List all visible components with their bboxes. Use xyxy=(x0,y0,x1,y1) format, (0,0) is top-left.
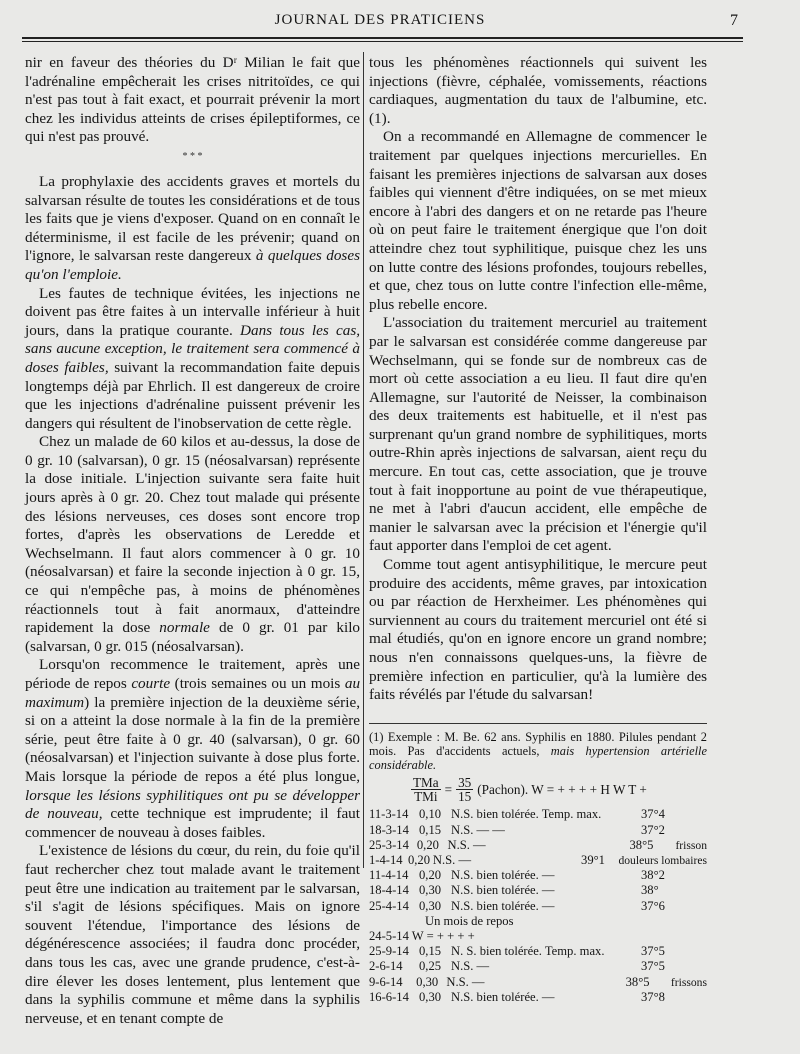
cell-temp: 37°6 xyxy=(641,898,665,913)
cell-dose: 0,10 xyxy=(419,807,442,822)
cell-date: 18-3-14 xyxy=(369,822,409,837)
paragraph: Les fautes de technique évitées, les injections ne doivent pas être faites à un intervalle inférieur à huit jours, dans la pratique courante. Dans tous les cas, sans aucune exception, le traitement sera commencé à doses faibles, suivant la recommandation faite depuis longtemps déjà par Ehrlich. Il est dangereux de croire que les injections d'adrénaline puissent prévenir les dangers qui résultent de l'inobservation de cette règle. xyxy=(25,284,361,432)
cell-extra: douleurs lombaires xyxy=(618,854,707,867)
cell-date: 11-4-14 xyxy=(369,868,409,883)
cell-note: N.S. bien tolérée. — xyxy=(451,868,555,883)
paragraph: On a recommandé en Allemagne de commencer le traitement par quelques injections mercurielles. En faisant les premières injections de salvarsan aux doses faibles qui viennent d'être indiquées, on se met mieux encore à l'abri des dangers et on ne retarde pas l'heure où on peut faire le traitement énergique que l'on doit atteindre chez tout syphilitique, puisque chez les uns on lutte contre des lésions profondes, toujours rebelles, et que, chez tous on lutte contre l'infection elle-même, plus rebelle encore. xyxy=(369,128,707,313)
cell-dose: 0,15 xyxy=(419,944,442,959)
cell-note: N.S. bien tolérée. Temp. max. xyxy=(451,807,602,822)
footnote-intro: (1) Exemple : M. Be. 62 ans. Syphilis en 1880. Pilules pendant 2 mois. Pas d'accidents actuels, mais hypertension artérielle considérable. xyxy=(369,729,707,773)
header-rule xyxy=(22,37,743,39)
table-row xyxy=(369,975,707,990)
cell-dose: 0,30 xyxy=(419,898,442,913)
paragraph: Comme tout agent antisyphilitique, le mercure peut produire des accidents, même graves, par intoxication ou par réaction de Herxheimer. Les phénomènes qui surviennent au cours du traitement mercuriel ont été si mal étudiés, qu'on en ignore encore un grand nombre; nous n'en connaissons quelques-uns, la fièvre de première infection en particulier, qu'à la lumière des faits révélés par l'étude du salvarsan! xyxy=(369,556,707,704)
table-row xyxy=(369,944,707,959)
injection-table-second-series xyxy=(369,944,707,1005)
cell-note: N.S. — xyxy=(451,959,490,974)
paragraph: tous les phénomènes réactionnels qui suivent les injections (fièvre, céphalée, vomissements, réactions cardiaques, augmentation du taux de l'albumine, etc. (1). xyxy=(369,54,707,127)
cell-temp: 38°5 xyxy=(629,837,654,852)
cell-dose: 0,30 xyxy=(416,974,439,989)
asterism: * * * xyxy=(182,150,203,162)
wassermann-line: 24-5-14 W = + + + + xyxy=(369,929,475,944)
cell-temp: 38°2 xyxy=(641,868,665,883)
cell-dose: 0,20 xyxy=(419,868,442,883)
paragraph: L'association du traitement mercuriel au traitement par le salvarsan est considérée comme dangereuse par Wechselmann, qui se fonde sur de nombreux cas de mort où cette association a eu lieu. Il faut dire qu'en Allemagne, sur l'autorité de Neisser, la combinaison des deux traitements est habituelle, et il n'est pas surprenant qu'un grand nombre de syphilitiques, morts outre-Rhin après injections de salvarsan, aient reçu du mercure. En tout cas, cette association, que je trouve tout à fait inopportune au point de vue thérapeutique, ne met à l'abri d'aucun accident, elle empêche de manier le salvarsan avec la précision et l'énergie qu'il faut apporter dans l'emploi de cet agent. xyxy=(369,314,707,555)
paragraph: nir en faveur des théories du Dʳ Milian le fait que l'adrénaline empêcherait les crises nitritoïdes, ce qui n'est pas tout à fait exact, et pourrait prévenir la mort chez les individus atteints de crises épileptiformes, ce qui n'est pas prouvé. xyxy=(25,54,360,146)
cell-temp: 37°2 xyxy=(641,822,665,837)
cell-note: N.S. — xyxy=(432,853,472,867)
formula-values: $\frac{35}{15}$ xyxy=(458,775,472,805)
cell-temp: 37°4 xyxy=(641,807,665,822)
cell-temp: 37°5 xyxy=(641,944,665,959)
cell-date: 1-4-14 xyxy=(369,853,403,867)
cell-date: 16-6-14 xyxy=(369,989,409,1004)
journal-title: JOURNAL DES PRATICIENS xyxy=(274,12,486,28)
cell-note: N.S. — — xyxy=(451,822,505,837)
pressure-formula: $\frac{\text{TMa}}{\text{TMi}}$ = $\frac{35}{15}$ (Pachon). W = + + + + H W T + xyxy=(413,775,647,805)
footnote-rule xyxy=(369,723,707,724)
cell-note: N.S. — xyxy=(447,837,486,852)
paragraph: Chez un malade de 60 kilos et au-dessus, la dose de 0 gr. 10 (salvarsan), 0 gr. 15 (néosalvarsan) représente la dose initiale. L'injection suivante sera faite huit jours après à 0 gr. 20. Chez tout malade qui présente des lésions nerveuses, ces doses sont encore trop fortes, d'après les observations de Leredde et Wechselmann. Il faut alors commencer à 0 gr. 10 (néosalvarsan) et faire la seconde injection à 0 gr. 15, ce qui n'empêche pas, à moins de phénomènes réactionnels tout à fait anormaux, d'atteindre rapidement la dose normale de 0 gr. 01 par kilo (salvarsan, 0 gr. 015 (néosalvarsan). xyxy=(25,433,361,655)
cell-temp: 38°5 xyxy=(625,974,650,989)
table-row xyxy=(369,823,707,838)
cell-note: N.S. bien tolérée. — xyxy=(451,883,555,898)
cell-date: 25-9-14 xyxy=(369,944,409,959)
paragraph: L'existence de lésions du cœur, du rein, du foie qu'il faut rechercher chez tout malade avant le traitement peut être une indication au traitement par le salvarsan, s'il s'agit de lésions spécifiques. Mais on ignore souvent l'étendue, l'importance des lésions de dégénérescence associées; il faudra donc procéder, dans tous les cas, avec une grande prudence, c'est-à-dire élever les doses lentement, plus lentement que dans la syphilis commune et même dans la syphilis nerveuse, et en tenant compte de xyxy=(25,842,360,1027)
header-rule-thin xyxy=(22,41,743,42)
table-row xyxy=(369,838,707,853)
table-row xyxy=(369,959,707,974)
footnote xyxy=(369,730,707,1005)
cell-dose: 0,30 xyxy=(419,989,442,1004)
cell-dose: 0,25 xyxy=(419,959,442,974)
cell-date: 2-6-14 xyxy=(369,959,403,974)
injection-table xyxy=(369,807,707,913)
cell-dose: 0,20 xyxy=(407,853,431,867)
running-head xyxy=(22,12,738,34)
cell-note: N. S. bien tolérée. Temp. max. xyxy=(451,944,605,959)
cell-temp: 39°1 xyxy=(581,853,605,867)
cell-date: 25-3-14 xyxy=(369,837,409,852)
cell-extra: frisson xyxy=(675,838,707,852)
table-row xyxy=(369,899,707,914)
cell-dose: 0,15 xyxy=(419,822,442,837)
table-row xyxy=(369,990,707,1005)
paragraph: La prophylaxie des accidents graves et mortels du salvarsan résulte de toutes les considérations et de tous les faits que je viens d'exposer. Quand on en connaît le déterminisme, il est facile de les prévenir; quand on l'ignore, le salvarsan reste dangereux à quelques doses qu'on l'emploie. xyxy=(25,172,360,283)
cell-temp: 37°5 xyxy=(641,959,665,974)
page-number: 7 xyxy=(730,12,738,29)
cell-date: 11-3-14 xyxy=(369,807,409,822)
cell-date: 9-6-14 xyxy=(369,974,403,989)
table-row xyxy=(369,807,707,822)
formula-labels: $\frac{\text{TMa}}{\text{TMi}}$ xyxy=(413,775,439,805)
table-row xyxy=(369,883,707,898)
cell-extra: frissons xyxy=(670,975,707,989)
column-divider xyxy=(363,52,364,868)
rest-label: Un mois de repos xyxy=(425,913,514,928)
table-row xyxy=(369,853,707,868)
cell-dose: 0,20 xyxy=(416,837,439,852)
cell-note: N.S. bien tolérée. — xyxy=(451,898,555,913)
left-column xyxy=(25,54,360,1028)
cell-dose: 0,30 xyxy=(419,883,442,898)
cell-date: 18-4-14 xyxy=(369,883,409,898)
cell-temp: 38° xyxy=(641,883,659,898)
right-column xyxy=(369,54,707,1005)
cell-date: 25-4-14 xyxy=(369,898,409,913)
cell-note: N.S. — xyxy=(446,974,485,989)
cell-note: N.S. bien tolérée. — xyxy=(451,989,555,1004)
cell-temp: 37°8 xyxy=(641,989,665,1004)
table-row xyxy=(369,868,707,883)
paragraph: Lorsqu'on recommence le traitement, après une période de repos courte (trois semaines ou un mois au maximum) la première injection de la deuxième série, si on a atteint la dose normale à la fin de la première série, peut être faite à 0 gr. 40 (salvarsan), 0 gr. 60 (néosalvarsan) et l'injection suivante à dose plus forte. Mais lorsque la période de repos a été plus longue, lorsque les lésions syphilitiques ont pu se développer de nouveau, cette technique est imprudente; il faut commencer de nouveau à doses faibles. xyxy=(25,656,361,841)
